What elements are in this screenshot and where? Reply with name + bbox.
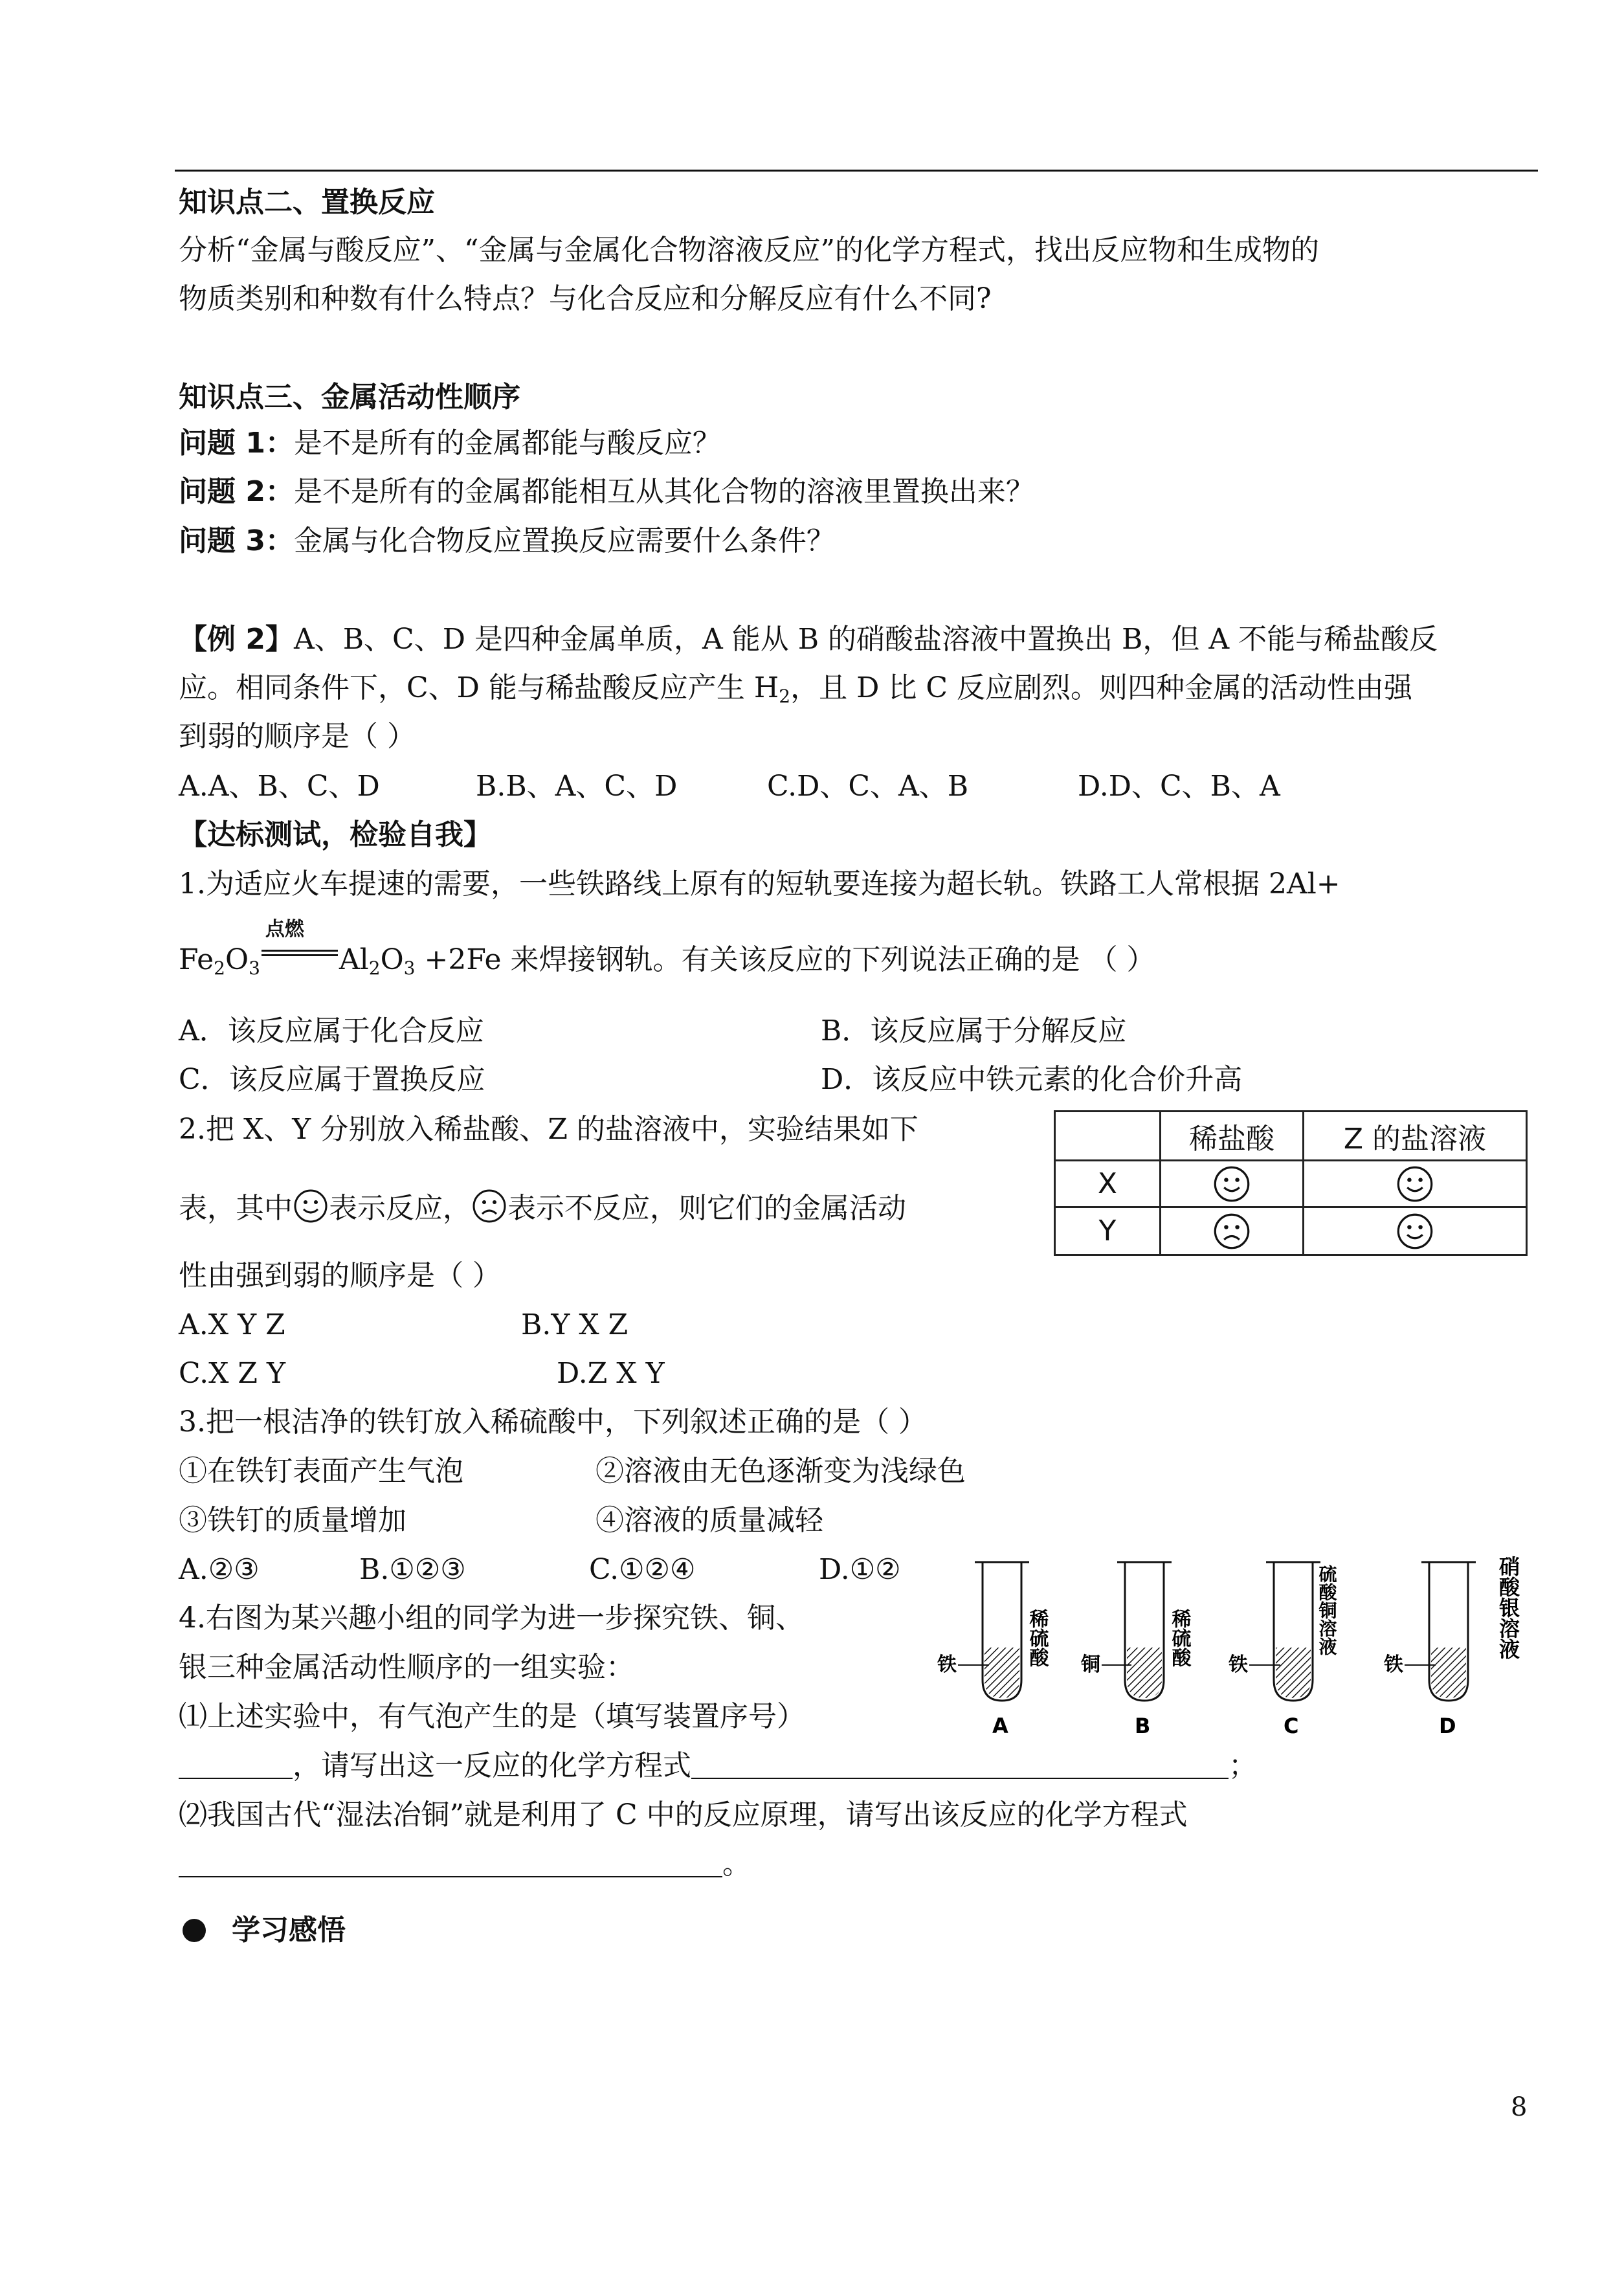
example-2-option-b: B.B、A、C、D (476, 770, 678, 803)
test-q2-line2-a: 表，其中 (179, 1192, 293, 1225)
example-2-label: 【例 2】 (179, 623, 294, 656)
question-2-text: 是不是所有的金属都能相互从其化合物的溶液里置换出来？ (293, 475, 1034, 508)
question-1-label: 问题 1： (179, 427, 294, 460)
answer-blank-equation-2[interactable] (179, 1848, 722, 1877)
results-table-header-acid: 稀盐酸 (1161, 1112, 1304, 1161)
test-q3-line1: 3.把一根洁净的铁钉放入稀硫酸中，下列叙述正确的是（ ） (179, 1405, 927, 1438)
test-q3-statement-4: ④溶液的质量减轻 (595, 1504, 823, 1537)
test-section-title: 【达标测试，检验自我】 (179, 818, 492, 851)
results-cell-x-salt (1304, 1161, 1527, 1207)
question-1-text: 是不是所有的金属都能与酸反应？ (293, 427, 721, 460)
tube-a-solution-label: 稀硫酸 (1025, 1609, 1049, 1667)
example-2-option-c: C.D、C、A、B (767, 770, 969, 803)
bullet-icon (183, 1919, 206, 1942)
o-symbol: O (225, 943, 249, 976)
test-q4-line4-text: ，请写出这一反应的化学方程式 (293, 1749, 691, 1782)
question-3 (179, 522, 835, 561)
question-2 (179, 473, 1034, 511)
tube-c-solution-label: 硫酸铜溶液 (1316, 1565, 1338, 1655)
example-2-line2-a: 应。相同条件下，C、D 能与稀盐酸反应产生 H (179, 671, 779, 704)
tube-d (1383, 1556, 1520, 1738)
section-title-k3: 知识点三、金属活动性顺序 (179, 381, 520, 414)
example-2-line2-b: ，且 D 比 C 反应剧烈。则四种金属的活动性由强 (790, 671, 1413, 704)
test-q2-option-d: D.Z X Y (557, 1357, 665, 1390)
o-subscript-2: 3 (403, 957, 416, 979)
o-symbol-2: O (380, 943, 404, 976)
results-table-row-label-x: X (1055, 1161, 1161, 1207)
o-subscript: 3 (249, 957, 260, 979)
results-table-header-salt: Z 的盐溶液 (1304, 1112, 1527, 1161)
test-q2-line3: 性由强到弱的顺序是（ ） (179, 1259, 501, 1292)
k2-text-line1: 分析“金属与酸反应”、“金属与金属化合物溶液反应”的化学方程式，找出反应物和生成物的 (179, 234, 1319, 267)
header-rule (175, 170, 1538, 172)
fe-subscript: 2 (214, 957, 225, 979)
test-q3-statement-1: ①在铁钉表面产生气泡 (179, 1455, 463, 1488)
tube-b-solution-label: 稀硫酸 (1168, 1609, 1191, 1667)
test-q4-line2: 银三种金属活动性顺序的一组实验： (179, 1651, 634, 1684)
test-q1-option-d: D．该反应中铁元素的化合价升高 (821, 1063, 1243, 1096)
example-2-option-a: A.A、B、C、D (179, 770, 380, 803)
results-table-row-label-y: Y (1055, 1207, 1161, 1255)
test-q2-line2 (179, 1188, 906, 1228)
answer-blank-equation-1[interactable] (691, 1749, 1229, 1779)
tube-b (1080, 1562, 1192, 1738)
h2-subscript: 2 (779, 686, 791, 707)
test-q1-equation-rest: +2Fe 来焊接钢轨。有关该反应的下列说法正确的是 （ ） (415, 943, 1155, 976)
example-2-line3: 到弱的顺序是（ ） (179, 720, 416, 753)
example-2-line1 (179, 620, 1438, 659)
example-2-line2 (179, 669, 1412, 708)
test-q2-option-b: B.Y X Z (521, 1308, 628, 1341)
test-q4-line1: 4.右图为某兴趣小组的同学为进一步探究铁、铜、 (179, 1602, 804, 1635)
test-q2-line1: 2.把 X、Y 分别放入稀盐酸、Z 的盐溶液中，实验结果如下 (179, 1113, 918, 1146)
question-1 (179, 424, 721, 463)
tube-a (937, 1562, 1050, 1738)
results-cell-y-salt (1304, 1207, 1527, 1255)
test-q4-line3: ⑴上述实验中，有气泡产生的是（填写装置序号） (179, 1700, 805, 1733)
smiley-face-icon (1396, 1212, 1434, 1251)
question-2-label: 问题 2： (179, 475, 294, 508)
reflection-title: 学习感悟 (232, 1914, 346, 1947)
smiley-face-icon (1212, 1165, 1251, 1203)
tube-b-letter: B (1135, 1714, 1151, 1738)
test-q1-option-b: B．该反应属于分解反应 (821, 1014, 1127, 1047)
test-q1-line1: 1.为适应火车提速的需要，一些铁路线上原有的短轨要连接为超长轨。铁路工人常根据 2Al+ (179, 867, 1340, 900)
tube-a-metal-label: 铁 (937, 1653, 957, 1676)
reflection-heading (183, 1911, 346, 1950)
results-table (1054, 1110, 1528, 1256)
smiley-face-icon (1396, 1165, 1434, 1203)
test-q4-line4 (179, 1747, 1257, 1785)
test-q4-line4-end: ； (1229, 1749, 1257, 1782)
test-q3-option-a: A.②③ (179, 1553, 260, 1586)
test-q4-line6 (179, 1845, 751, 1884)
test-q2-line2-c: 表示不反应，则它们的金属活动 (507, 1192, 906, 1225)
test-q4-line5: ⑵我国古代“湿法冶铜”就是利用了 C 中的反应原理，请写出该反应的化学方程式 (179, 1798, 1188, 1831)
sad-face-icon (471, 1188, 507, 1224)
test-q2-option-c: C.X Z Y (179, 1357, 285, 1390)
test-q3-statement-2: ②溶液由无色逐渐变为浅绿色 (595, 1455, 966, 1488)
section-title-k2: 知识点二、置换反应 (179, 186, 435, 219)
k2-text-line2: 物质类别和种数有什么特点？与化合反应和分解反应有什么不同? (179, 282, 992, 315)
example-2-option-d: D.D、C、B、A (1078, 770, 1280, 803)
test-q3-statement-3: ③铁钉的质量增加 (179, 1504, 406, 1537)
test-tube-diagram (919, 1550, 1541, 1745)
al-subscript: 2 (368, 957, 381, 979)
test-q4-line6-end: 。 (722, 1848, 751, 1881)
question-3-label: 问题 3： (179, 524, 294, 557)
reaction-condition-label: 点燃 (265, 918, 304, 941)
sad-face-icon (1212, 1212, 1251, 1251)
tube-b-metal-label: 铜 (1081, 1653, 1100, 1676)
test-q1-equation-line (179, 918, 1155, 979)
smiley-face-icon (293, 1188, 329, 1224)
tube-d-metal-label: 铁 (1384, 1653, 1403, 1676)
page-number: 8 (1511, 2092, 1528, 2122)
test-q1-option-c: C．该反应属于置换反应 (179, 1063, 485, 1096)
tube-c (1228, 1562, 1338, 1738)
fe-symbol: Fe (179, 943, 214, 976)
test-q2-option-a: A.X Y Z (179, 1308, 285, 1341)
al-symbol: Al (339, 943, 369, 976)
tube-d-letter: D (1439, 1714, 1456, 1738)
test-q1-option-a: A．该反应属于化合反应 (179, 1014, 484, 1047)
question-3-text: 金属与化合物反应置换反应需要什么条件？ (293, 524, 835, 557)
test-q3-option-d: D.①② (819, 1553, 901, 1586)
results-cell-y-acid (1161, 1207, 1304, 1255)
tube-a-letter: A (992, 1714, 1008, 1738)
reaction-condition-arrow (260, 918, 339, 970)
results-table-corner (1055, 1112, 1161, 1161)
tube-d-solution-label: 硝酸银溶液 (1496, 1556, 1520, 1659)
tube-c-metal-label: 铁 (1229, 1653, 1248, 1676)
test-q2-line2-b: 表示反应， (329, 1192, 471, 1225)
test-q3-option-b: B.①②③ (359, 1553, 466, 1586)
results-cell-x-acid (1161, 1161, 1304, 1207)
test-q3-option-c: C.①②④ (589, 1553, 696, 1586)
answer-blank-device[interactable] (179, 1749, 293, 1779)
example-2-text: A、B、C、D 是四种金属单质，A 能从 B 的硝酸盐溶液中置换出 B，但 A 不能与稀盐酸反 (293, 623, 1438, 656)
tube-c-letter: C (1284, 1714, 1299, 1738)
